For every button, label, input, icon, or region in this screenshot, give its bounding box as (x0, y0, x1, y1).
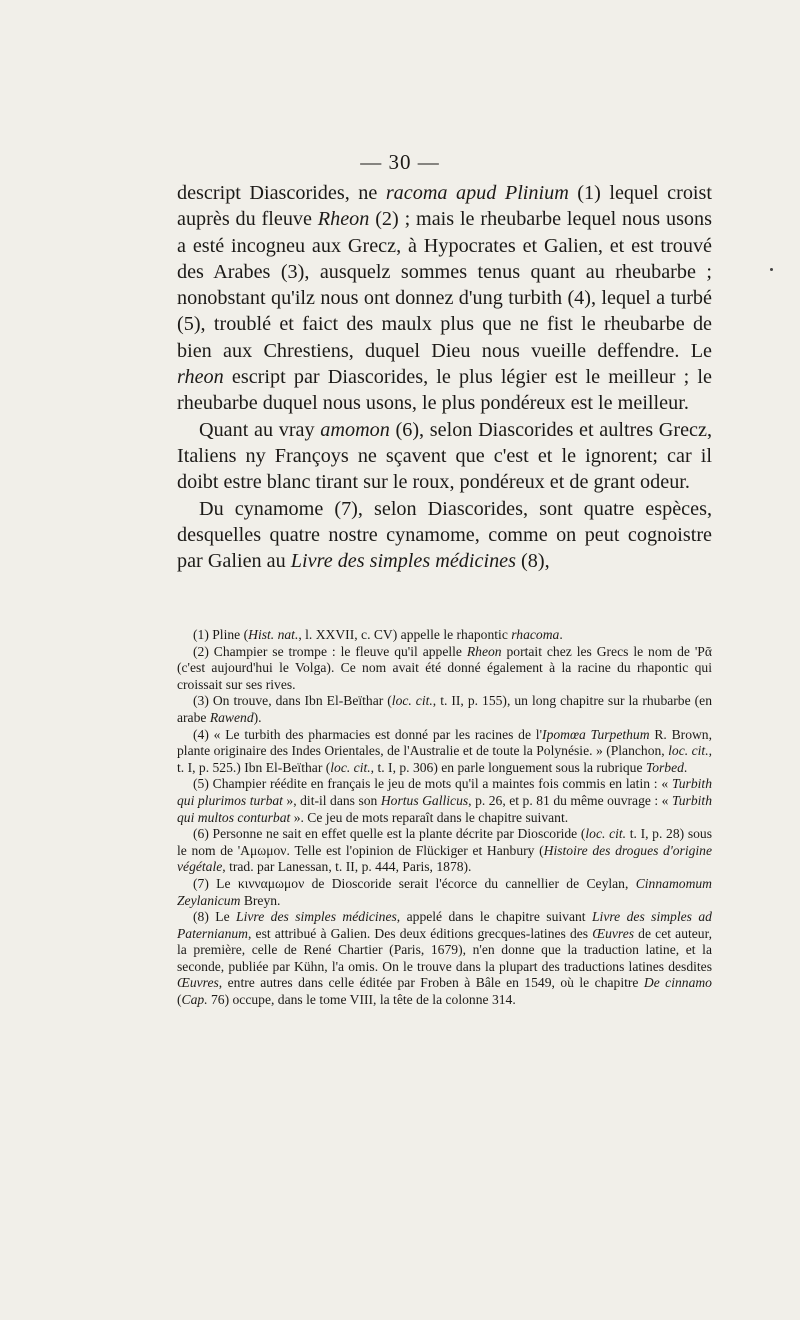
text-run: , p. 26, et p. 81 du même ouvrage : « (468, 792, 672, 808)
text-run: R. Brown, plante originaire des Indes Orientales, de l'Australie et de toute la Polynésie. » (Planchon, (177, 726, 713, 759)
text-run: (4) « Le turbith des pharmacies est donné par les racines de l' (193, 726, 543, 742)
text-run: Du cynamome (7), selon Diascorides, sont quatre espèces, desquelles quatre nostre cynamome, comme on peut cognoistre par Galien au (177, 497, 712, 573)
text-run: (2) Champier se trompe : le fleuve qu'il appelle (193, 643, 467, 659)
text-run: (8), (516, 550, 550, 573)
italic-run: rhacoma (511, 627, 560, 642)
text-run: (3) On trouve, dans Ibn El-Beïthar ( (193, 693, 392, 709)
text-run: (6), selon Diascorides et aultres Grecz, Italiens ny Françoys ne sçavent que c'est et le ignorent; car il doibt estre blanc tirant sur le roux, pondéreux et de grant odeur. (177, 418, 713, 494)
paragraph-2 (177, 417, 712, 496)
italic-run: loc. cit. (585, 826, 627, 842)
italic-run: Cap. (181, 992, 208, 1008)
footnotes (177, 627, 712, 1009)
italic-run: De cinnamo (643, 975, 712, 991)
footnote-5 (177, 776, 712, 826)
text-run: (5) Champier réédite en français le jeu de mots qu'il a maintes fois commis en latin : « (193, 776, 672, 792)
text-run: , t. I, p. 525.) Ibn El-Beïthar ( (177, 743, 712, 775)
text-run: (2) ; mais le rheubarbe lequel nous usons a esté incogneu aux Grecz, à Hypocrates et Galien, et est trouvé des Arabes (3), ausquelz sommes tenus quant au rheubarbe ; nonobstant qu'ilz nous ont donnez d'ung turbith (4), lequel a turbé (5), troublé et faict des maulx plus que ne fist le rheubarbe de bien aux Chrestiens, duquel Dieu nous vueille deffendre. Le (177, 208, 712, 362)
paragraph-3 (177, 496, 712, 575)
text-run: . (559, 627, 563, 642)
italic-run: Hortus Gallicus (380, 792, 469, 808)
text-run: (6) Personne ne sait en effet quelle est la plante décrite par Dioscoride ( (193, 826, 586, 842)
italic-run: Histoire des drogues d'origine végétale (177, 842, 712, 875)
text-run: ). (253, 709, 262, 725)
italic-run: racoma apud Plinium (385, 182, 569, 204)
text-run: portait chez les Grecs le nom de 'Pᾶ (c'est aujourd'hui le Volga). Ce nom avait été donné également à la racine du rhapontic qui croissait sur ses rives. (177, 643, 712, 692)
italic-run: Œuvres (592, 925, 635, 941)
text-run: (1) lequel croist auprès du fleuve (177, 182, 713, 231)
text-run: , trad. par Lanessan, t. II, p. 444, Paris, 1878). (222, 859, 472, 875)
text-run: descript Diascorides, ne (177, 182, 386, 204)
italic-run: Cinnamomum Zeylanicum (177, 875, 712, 908)
text-run: escript par Diascorides, le plus légier est le meilleur ; le rheubarbe duquel nous usons, le plus pondéreux est le meilleur. (177, 366, 712, 415)
text-run: ( (177, 992, 182, 1008)
italic-run: loc. cit. (330, 759, 371, 775)
italic-run: Rawend (209, 709, 254, 725)
page-number: — 30 — (360, 150, 440, 174)
text-run: de cet auteur, la première, celle de René Chartier (Paris, 1679), n'en donne que la traduction latine, et la seconde, publiée par Kühn, l'a omis. On le trouve dans la plupart des traductions latines desdites (177, 925, 712, 974)
text-run: ». Ce jeu de mots reparaît dans le chapitre suivant. (290, 809, 569, 825)
text-run: (1) Pline ( (193, 627, 249, 642)
text-run: Quant au vray (199, 418, 321, 441)
footnote-1 (177, 627, 712, 644)
text-run: , est attribué à Galien. Des deux éditions grecques-latines des (247, 925, 593, 941)
text-run: , appelé dans le chapitre suivant (396, 909, 592, 925)
footnote-6 (177, 826, 712, 876)
italic-run: Rheon (466, 643, 502, 659)
main-text (177, 180, 712, 574)
italic-run: Livre des simples médicines (236, 909, 397, 925)
italic-run: Ipomœa Turpethum (542, 726, 650, 742)
footnote-2 (177, 644, 712, 694)
text-run: (7) Le κινναμωμον de Dioscoride serait l'écorce du cannellier de Ceylan, (193, 875, 636, 891)
text-run: . (683, 759, 688, 775)
text-run: t. I, p. 28) sous le nom de 'Aμωμον. Telle est l'opinion de Flückiger et Hanbury ( (177, 826, 713, 858)
text-run: », dit-il dans son (282, 792, 381, 808)
text-run: , t. II, p. 155), un long chapitre sur la rhubarbe (en arabe (177, 693, 712, 725)
text-run: 76) occupe, dans le tome VIII, la tête de la colonne 314. (207, 992, 516, 1008)
italic-run: loc. cit. (668, 743, 709, 759)
paragraph-1 (177, 180, 712, 417)
text-run: (8) Le (193, 909, 237, 925)
italic-run: Rheon (317, 208, 370, 231)
italic-run: Turbith qui plurimos turbat (177, 776, 712, 808)
italic-run: Hist. nat. (248, 627, 299, 642)
footnote-8 (177, 909, 712, 1009)
italic-run: loc. cit. (391, 693, 433, 709)
footnote-4 (177, 727, 712, 777)
footnote-7 (177, 876, 712, 909)
text-run: Breyn. (240, 892, 281, 908)
italic-run: amomon (320, 418, 390, 441)
italic-run: rheon (177, 366, 224, 389)
italic-run: Livre des simples ad Paternianum (177, 909, 712, 941)
italic-run: Torbed (645, 759, 684, 775)
text-run: , entre autres dans celle éditée par Froben à Bâle en 1549, où le chapitre (218, 975, 644, 991)
text-run: , t. I, p. 306) en parle longuement sous la rubrique (370, 759, 646, 775)
italic-run: Livre des simples médicines (290, 550, 516, 573)
text-run: , l. XXVII, c. CV) appelle le rhapontic (298, 627, 512, 642)
ink-speck (770, 268, 773, 271)
italic-run: Œuvres (177, 975, 219, 991)
footnote-3 (177, 693, 712, 726)
italic-run: Turbith qui multos conturbat (177, 792, 712, 825)
